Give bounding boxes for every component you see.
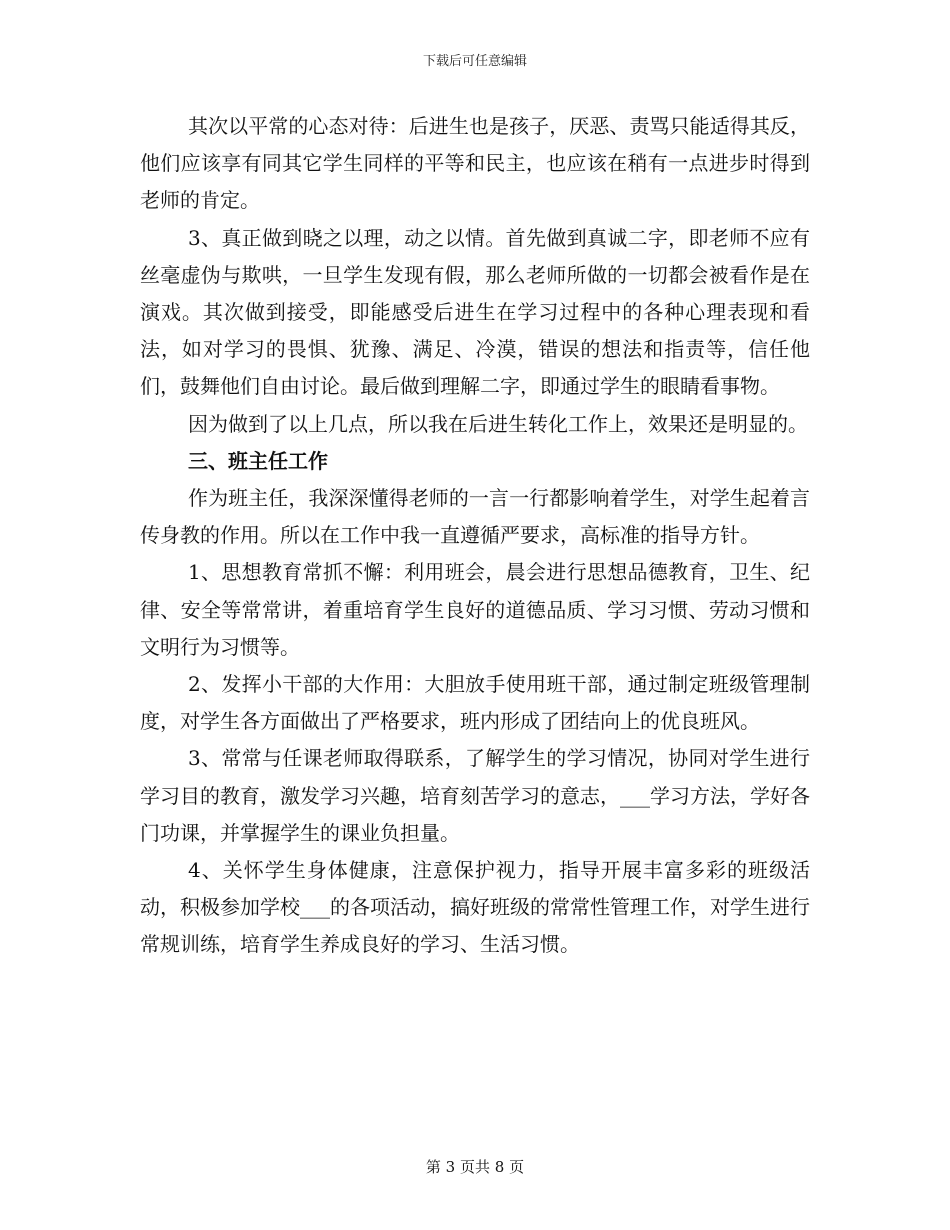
document-body [140, 108, 810, 964]
page-number: 第 3 页共 8 页 [425, 1158, 525, 1176]
paragraph: 4、关怀学生身体健康，注意保护视力，指导开展丰富多彩的班级活动，积极参加学校___的各项活动，搞好班级的常常性管理工作，对学生进行常规训练，培育学生养成良好的学习、生活习惯。 [140, 858, 810, 957]
paragraph: 其次以平常的心态对待：后进生也是孩子，厌恶、责骂只能适得其反，他们应该享有同其它学生同样的平等和民主，也应该在稍有一点进步时得到老师的肯定。 [140, 114, 810, 213]
paragraph: 1、思想教育常抓不懈：利用班会，晨会进行思想品德教育，卫生、纪律、安全等常常讲，着重培育学生良好的道德品质、学习习惯、劳动习惯和文明行为习惯等。 [140, 560, 810, 659]
paragraph: 2、发挥小干部的大作用：大胆放手使用班干部，通过制定班级管理制度，对学生各方面做出了严格要求，班内形成了团结向上的优良班风。 [140, 672, 810, 734]
section-heading: 三、班主任工作 [188, 448, 328, 473]
paragraph: 作为班主任，我深深懂得老师的一言一行都影响着学生，对学生起着言传身教的作用。所以在工作中我一直遵循严要求，高标准的指导方针。 [140, 486, 810, 548]
paragraph: 3、真正做到晓之以理，动之以情。首先做到真诚二字，即老师不应有丝毫虚伪与欺哄，一旦学生发现有假，那么老师所做的一切都会被看作是在演戏。其次做到接受，即能感受后进生在学习过程中的各种心理表现和看法，如对学习的畏惧、犹豫、满足、冷漠，错误的想法和指责等，信任他们，鼓舞他们自由讨论。最后做到理解二字，即通过学生的眼睛看事物。 [140, 225, 810, 399]
page-header: 下载后可任意编辑 [422, 54, 527, 69]
paragraph: 3、常常与任课老师取得联系，了解学生的学习情况，协同对学生进行学习目的教育，激发学习兴趣，培育刻苦学习的意志，___学习方法，学好各门功课，并掌握学生的课业负担量。 [140, 746, 810, 845]
paragraph: 因为做到了以上几点，所以我在后进生转化工作上，效果还是明显的。 [188, 411, 808, 436]
